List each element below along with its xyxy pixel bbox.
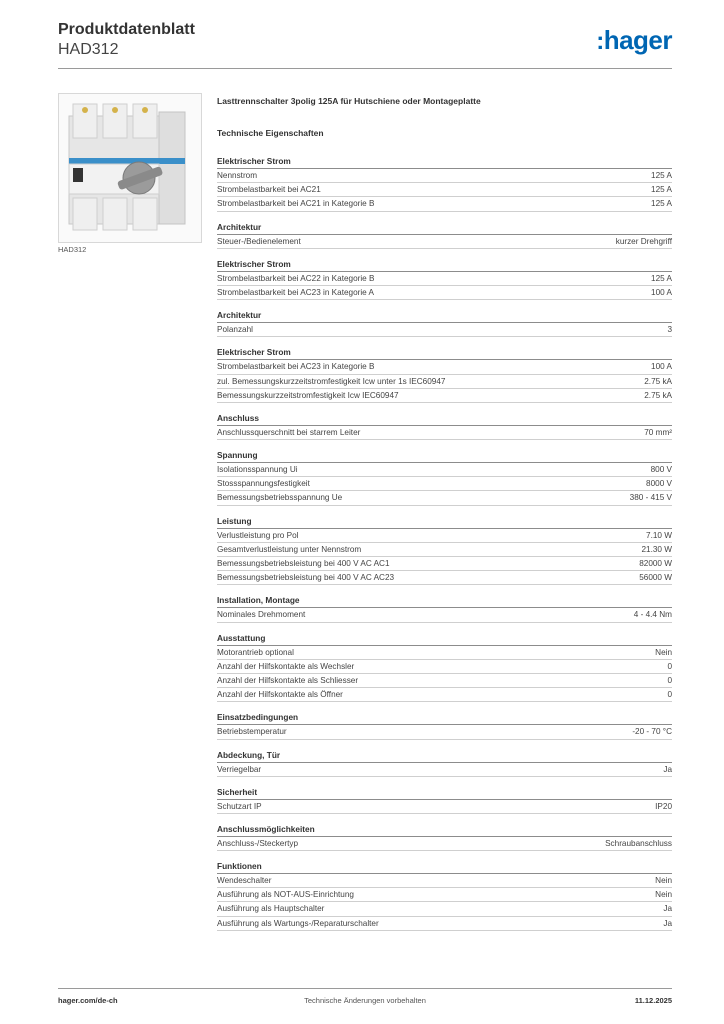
property-label: Anzahl der Hilfskontakte als Schliesser — [217, 675, 359, 685]
property-label: Motorantrieb optional — [217, 647, 294, 657]
property-row — [217, 426, 672, 440]
image-caption: HAD312 — [58, 245, 87, 254]
footer-website[interactable]: hager.com/de-ch — [58, 996, 118, 1005]
property-label: Strombelastbarkeit bei AC22 in Kategorie B — [217, 273, 375, 283]
property-label: Bemessungskurzzeitstromfestigkeit Icw IEC60947 — [217, 390, 399, 400]
property-row — [217, 389, 672, 403]
property-row — [217, 725, 672, 739]
document-header — [58, 20, 195, 60]
property-value: -20 - 70 °C — [632, 727, 672, 737]
property-label: Anzahl der Hilfskontakte als Öffner — [217, 690, 343, 700]
section-title: Architektur — [217, 221, 672, 235]
property-row — [217, 874, 672, 888]
property-row — [217, 375, 672, 389]
property-label: zul. Bemessungskurzzeitstromfestigkeit Icw unter 1s IEC60947 — [217, 376, 446, 386]
property-value: 7.10 W — [646, 530, 672, 540]
section-title: Ausstattung — [217, 632, 672, 646]
document-footer — [58, 996, 672, 1008]
property-row — [217, 688, 672, 702]
property-row — [217, 902, 672, 916]
property-row — [217, 837, 672, 851]
section-title: Abdeckung, Tür — [217, 749, 672, 763]
property-value: 0 — [667, 661, 672, 671]
property-label: Betriebstemperatur — [217, 727, 287, 737]
property-label: Bemessungsbetriebsspannung Ue — [217, 493, 343, 503]
property-value: 0 — [667, 675, 672, 685]
property-value: Ja — [663, 764, 672, 774]
property-value: 100 A — [651, 362, 672, 372]
property-row — [217, 763, 672, 777]
footer-note: Technische Änderungen vorbehalten — [304, 996, 426, 1005]
property-label: Polanzahl — [217, 325, 253, 335]
property-label: Wendeschalter — [217, 876, 272, 886]
property-value: 800 V — [650, 465, 672, 475]
property-row — [217, 674, 672, 688]
property-value: Ja — [663, 904, 672, 914]
property-value: 125 A — [651, 171, 672, 180]
property-label: Stossspannungsfestigkeit — [217, 479, 310, 489]
property-label: Schutzart IP — [217, 801, 262, 811]
property-label: Verlustleistung pro Pol — [217, 530, 299, 540]
property-value: Ja — [663, 918, 672, 928]
property-value: 125 A — [651, 185, 672, 195]
section-title: Elektrischer Strom — [217, 258, 672, 272]
property-row — [217, 360, 672, 374]
property-row — [217, 463, 672, 477]
property-label: Steuer-/Bedienelement — [217, 236, 301, 246]
property-label: Bemessungsbetriebsleistung bei 400 V AC AC1 — [217, 559, 390, 568]
logo-text: hager — [603, 25, 672, 55]
property-row — [217, 183, 672, 197]
property-value: Nein — [655, 890, 672, 900]
property-value: 82000 W — [639, 559, 672, 568]
section-title: Funktionen — [217, 860, 672, 874]
property-row — [217, 323, 672, 337]
property-label: Anschlussquerschnitt bei starrem Leiter — [217, 427, 361, 437]
property-label: Nominales Drehmoment — [217, 610, 306, 620]
property-row — [217, 477, 672, 491]
property-label: Strombelastbarkeit bei AC23 in Kategorie B — [217, 362, 375, 372]
hager-logo: :hager — [596, 25, 672, 55]
section-title: Elektrischer Strom — [217, 346, 672, 360]
property-label: Ausführung als NOT-AUS-Einrichtung — [217, 890, 354, 900]
property-value: 2.75 kA — [644, 376, 672, 386]
property-value: IP20 — [655, 801, 672, 811]
document-title: Produktdatenblatt — [58, 21, 195, 38]
property-value: 3 — [667, 325, 672, 335]
section-title: Sicherheit — [217, 786, 672, 800]
switch-disconnector-illustration — [59, 94, 201, 242]
property-label: Nennstrom — [217, 171, 258, 180]
property-label: Strombelastbarkeit bei AC23 in Kategorie A — [217, 287, 375, 297]
property-value: 2.75 kA — [644, 390, 672, 400]
footer-divider — [58, 988, 672, 989]
property-row — [217, 286, 672, 300]
property-row — [217, 571, 672, 585]
property-row — [217, 235, 672, 249]
property-label: Anschluss-/Steckertyp — [217, 838, 298, 848]
section-title: Anschluss — [217, 412, 672, 426]
property-value: Nein — [655, 876, 672, 886]
footer-date: 11.12.2025 — [634, 996, 672, 1005]
product-code: HAD312 — [58, 41, 119, 58]
property-label: Strombelastbarkeit bei AC21 in Kategorie B — [217, 199, 375, 209]
property-value: Nein — [655, 647, 672, 657]
property-value: 100 A — [651, 287, 672, 297]
property-row — [217, 169, 672, 183]
product-image — [58, 93, 202, 243]
property-row — [217, 491, 672, 505]
property-row — [217, 543, 672, 557]
property-row — [217, 917, 672, 931]
section-title: Elektrischer Strom — [217, 155, 672, 169]
property-label: Ausführung als Hauptschalter — [217, 904, 325, 914]
section-title: Einsatzbedingungen — [217, 711, 672, 725]
property-row — [217, 272, 672, 286]
property-value: 125 A — [651, 273, 672, 283]
property-row — [217, 557, 672, 571]
section-title: Spannung — [217, 449, 672, 463]
property-label: Ausführung als Wartungs-/Reparaturschalter — [217, 918, 379, 928]
property-value: 380 - 415 V — [629, 493, 672, 503]
property-sections — [217, 155, 672, 931]
technical-properties-heading: Technische Eigenschaften — [217, 128, 324, 138]
property-value: 125 A — [651, 199, 672, 209]
section-title: Leistung — [217, 515, 672, 529]
property-row — [217, 608, 672, 622]
property-label: Gesamtverlustleistung unter Nennstrom — [217, 544, 362, 554]
property-value: 21.30 W — [641, 544, 672, 554]
property-label: Verriegelbar — [217, 764, 262, 774]
property-row — [217, 660, 672, 674]
property-label: Isolationsspannung Ui — [217, 465, 298, 475]
property-value: Schraubanschluss — [605, 838, 672, 848]
technical-data-sheet — [217, 94, 672, 931]
section-title: Architektur — [217, 309, 672, 323]
property-value: 0 — [667, 690, 672, 700]
header-divider — [58, 68, 672, 69]
property-row — [217, 646, 672, 660]
property-row — [217, 800, 672, 814]
property-value: kurzer Drehgriff — [615, 236, 672, 246]
property-label: Bemessungsbetriebsleistung bei 400 V AC AC23 — [217, 573, 395, 583]
property-label: Strombelastbarkeit bei AC21 — [217, 185, 321, 195]
property-value: 70 mm² — [644, 427, 672, 437]
property-value: 56000 W — [639, 573, 672, 583]
section-title: Installation, Montage — [217, 594, 672, 608]
product-description: Lasttrennschalter 3polig 125A für Hutschiene oder Montageplatte — [217, 96, 481, 106]
property-row — [217, 888, 672, 902]
property-label: Anzahl der Hilfskontakte als Wechsler — [217, 661, 355, 671]
property-row — [217, 197, 672, 211]
property-row — [217, 529, 672, 543]
property-value: 4 - 4.4 Nm — [633, 610, 672, 620]
section-title: Anschlussmöglichkeiten — [217, 823, 672, 837]
property-value: 8000 V — [646, 479, 672, 489]
